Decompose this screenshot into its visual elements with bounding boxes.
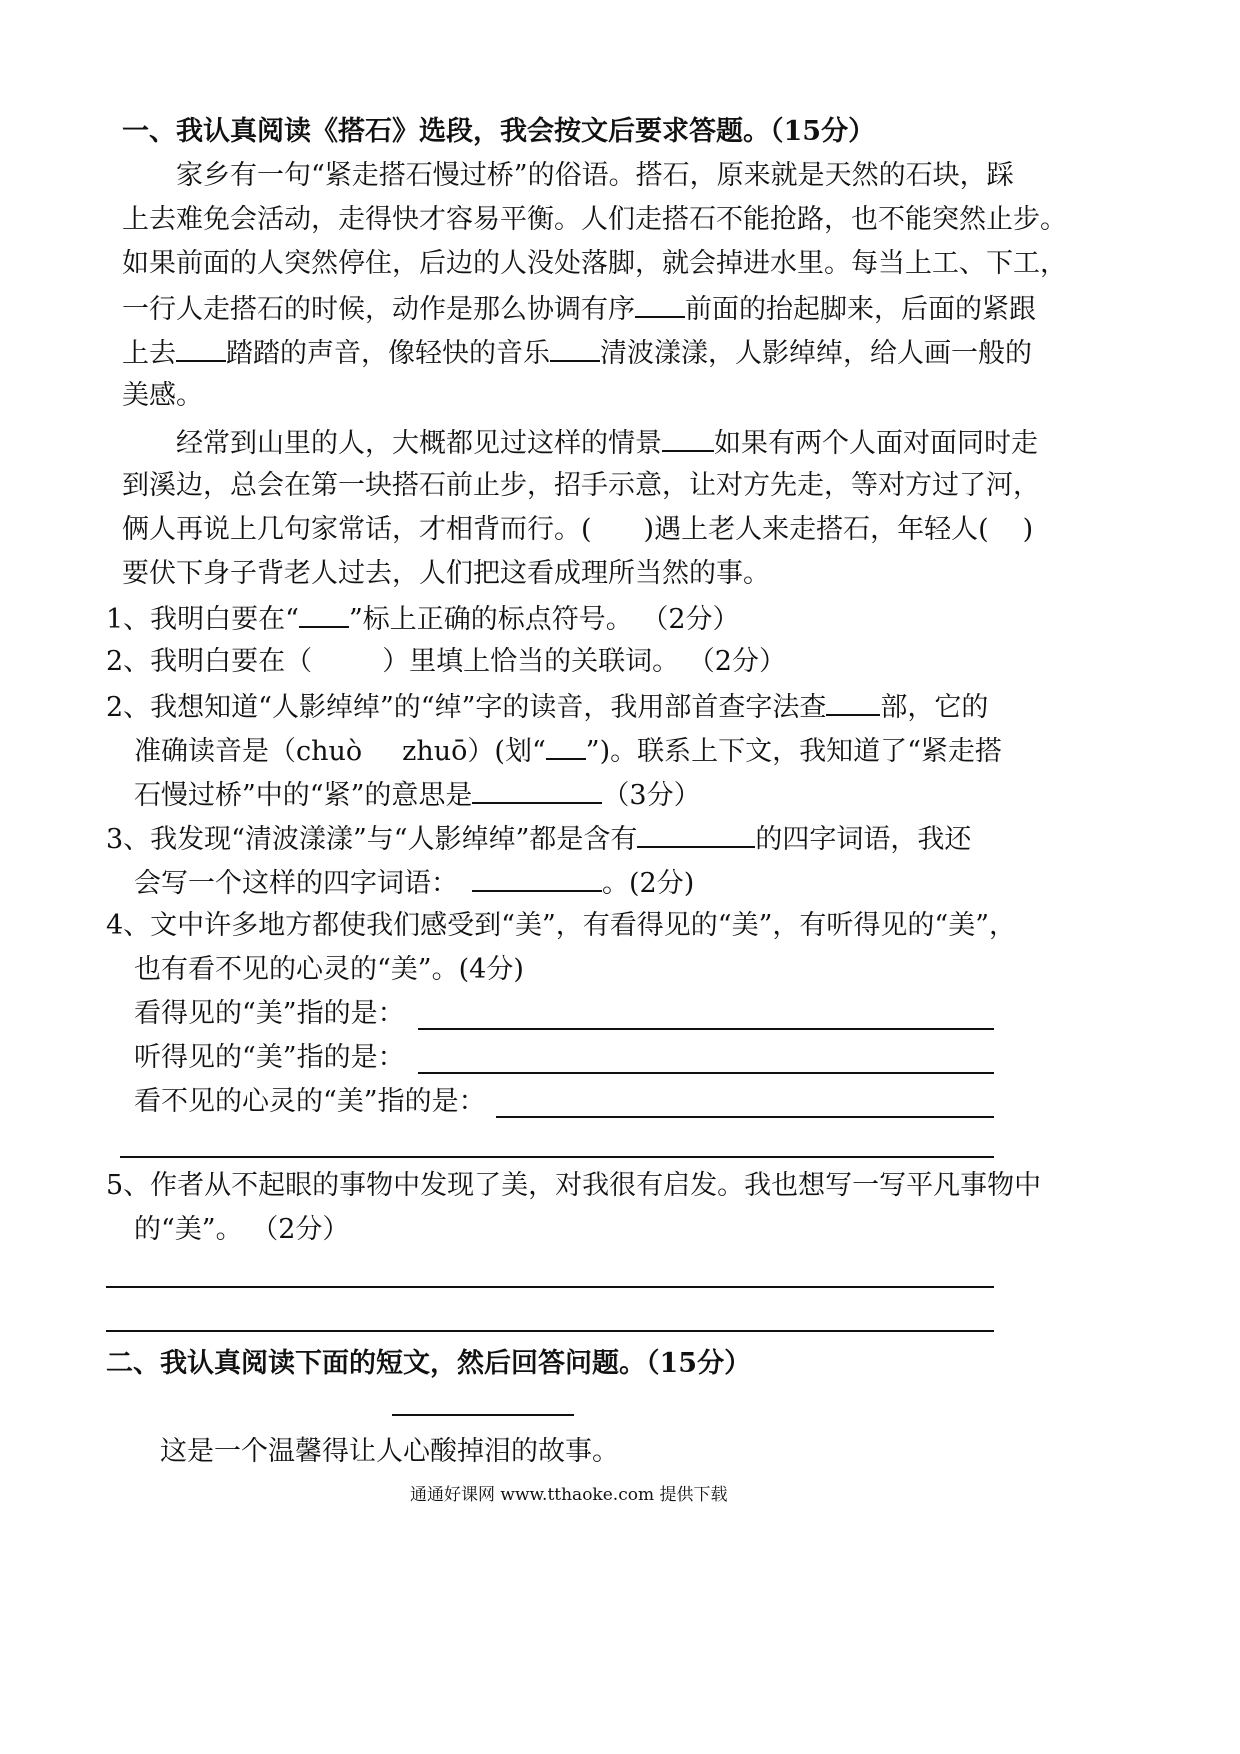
question-3-line-3: [134, 776, 701, 814]
question-text: 2、我想知道“人影绰绰”的“绰”字的读音，我用部首查字法查: [106, 692, 827, 723]
question-3-line-2: [134, 732, 1002, 770]
passage-text: 俩人再说上几句家常话，才相背而行。(: [122, 514, 592, 545]
question-5-line-2: 也有看不见的心灵的“美”。(4分): [134, 954, 524, 985]
question-6-line-2: 的“美”。 （2分）: [134, 1214, 350, 1245]
passage-text: ): [1022, 514, 1034, 545]
answer-line[interactable]: [106, 1286, 994, 1288]
answer-blank[interactable]: [637, 820, 755, 848]
answer-blank[interactable]: [826, 688, 880, 716]
passage-line: 如果前面的人突然停住，后边的人没处落脚，就会掉进水里。每当上工、下工，: [122, 248, 1067, 279]
question-text: 的四字词语，我还: [755, 824, 972, 855]
question-3: [106, 688, 988, 726]
question-4-line-2: [134, 864, 694, 902]
passage-line: [122, 512, 1033, 548]
passage-line: 到溪边，总会在第一块搭石前止步，招手示意，让对方先走，等对方过了河，: [122, 470, 1040, 501]
passage-line: [176, 424, 1038, 462]
passage-line: 上去难免会活动，走得快才容易平衡。人们走搭石不能抢路，也不能突然止步。: [122, 204, 1067, 235]
hear-beauty-answer-line[interactable]: [418, 1072, 994, 1074]
page-footer: 通通好课网 www.tthaoke.com 提供下载: [410, 1485, 728, 1505]
passage-line: [122, 334, 1032, 372]
passage-text: )遇上老人来走搭石，年轻人(: [643, 514, 989, 545]
passage-text: 经常到山里的人，大概都见过这样的情景: [176, 428, 662, 459]
question-1: [106, 600, 740, 638]
heart-beauty-label: 看不见的心灵的“美”指的是：: [134, 1086, 486, 1117]
passage-line: [122, 290, 1036, 328]
question-text: ”)。联系上下文，我知道了“紧走搭: [585, 736, 1002, 767]
question-text: （3分）: [602, 780, 701, 811]
section-1-heading: 一、我认真阅读《搭石》选段，我会按文后要求答题。（15分）: [122, 116, 876, 147]
question-text: 石慢过桥”中的“紧”的意思是: [134, 780, 473, 811]
answer-line[interactable]: [120, 1156, 994, 1158]
answer-blank[interactable]: [546, 732, 586, 760]
question-text: ）里填上恰当的关联词。 （2分）: [382, 646, 786, 677]
passage-text: 如果有两个人面对面同时走: [714, 428, 1038, 459]
punctuation-blank[interactable]: [635, 290, 685, 318]
passage-text: 清波漾漾，人影绰绰，给人画一般的: [600, 338, 1032, 369]
answer-blank[interactable]: [472, 864, 602, 892]
answer-blank[interactable]: [299, 600, 349, 628]
title-blank[interactable]: [392, 1414, 574, 1416]
heart-beauty-answer-line[interactable]: [496, 1116, 994, 1118]
punctuation-blank[interactable]: [550, 334, 600, 362]
question-text: ”标上正确的标点符号。 （2分）: [348, 604, 740, 635]
see-beauty-label: 看得见的“美”指的是：: [134, 998, 405, 1029]
question-text: 3、我发现“清波漾漾”与“人影绰绰”都是含有: [106, 824, 638, 855]
hear-beauty-label: 听得见的“美”指的是：: [134, 1042, 405, 1073]
punctuation-blank[interactable]: [662, 424, 714, 452]
question-4: [106, 820, 971, 858]
question-5: 4、文中许多地方都使我们感受到“美”，有看得见的“美”，有听得见的“美”，: [106, 910, 1016, 941]
question-text: 2、我明白要在（: [106, 646, 313, 677]
question-6: 5、作者从不起眼的事物中发现了美，对我很有启发。我也想写一写平凡事物中: [106, 1170, 1042, 1201]
passage-line: 美感。: [122, 380, 203, 411]
question-2: [106, 644, 786, 680]
question-text: 1、我明白要在“: [106, 604, 299, 635]
punctuation-blank[interactable]: [176, 334, 226, 362]
question-text: 会写一个这样的四字词语：: [134, 868, 458, 899]
answer-line[interactable]: [106, 1330, 994, 1332]
passage-line: 这是一个温馨得让人心酸掉泪的故事。: [160, 1436, 619, 1467]
passage-text: 一行人走搭石的时候，动作是那么协调有序: [122, 294, 635, 325]
passage-text: 踏踏的声音，像轻快的音乐: [226, 338, 550, 369]
see-beauty-answer-line[interactable]: [418, 1028, 994, 1030]
passage-text: 前面的抬起脚来，后面的紧跟: [685, 294, 1036, 325]
passage-line: 家乡有一句“紧走搭石慢过桥”的俗语。搭石，原来就是天然的石块，踩: [176, 160, 1014, 191]
passage-line: 要伏下身子背老人过去，人们把这看成理所当然的事。: [122, 558, 770, 589]
section-2-heading: 二、我认真阅读下面的短文，然后回答问题。（15分）: [106, 1348, 752, 1379]
answer-blank[interactable]: [472, 776, 602, 804]
question-text: 准确读音是（chuò: [134, 736, 363, 767]
question-text: zhuō）(划“: [402, 736, 546, 767]
passage-text: 上去: [122, 338, 176, 369]
question-text: 部，它的: [880, 692, 989, 723]
question-text: 。(2分): [602, 868, 695, 899]
